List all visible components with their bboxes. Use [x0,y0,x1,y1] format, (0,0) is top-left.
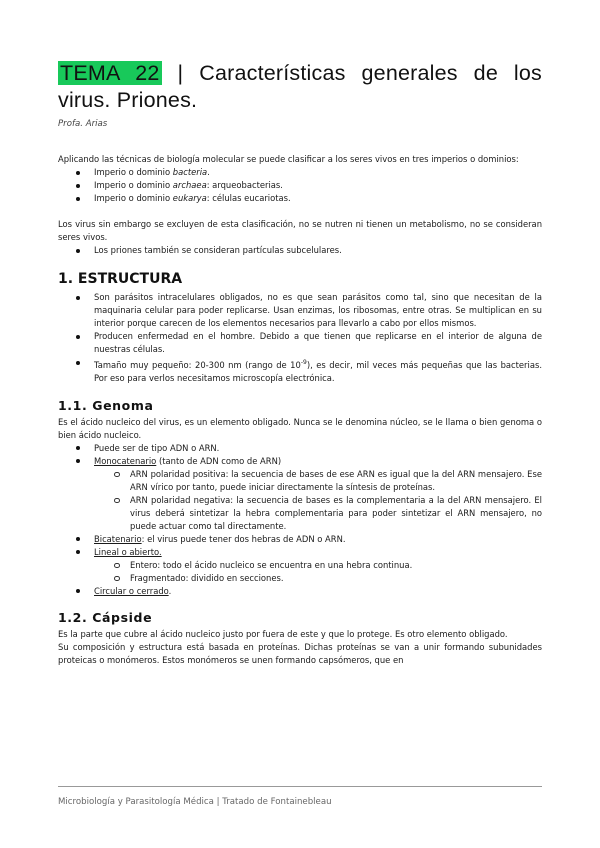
domains-list [58,166,542,205]
capside-paragraph-2: Su composición y estructura está basada en proteínas. Dichas proteínas se van a unir formando subunidades proteicas o monómeros. Estos monómeros se unen formando capsómeros, que en [58,641,542,665]
section-heading-estructura: 1. ESTRUCTURA [58,271,183,287]
author: Profa. Arias [58,119,108,129]
sublist-item: Fragmentado: dividido en secciones. [94,572,542,585]
list-item: Los priones también se consideran partículas subcelulares. [58,244,542,257]
list-item: Tamaño muy pequeño: 20-300 nm (rango de $10^{-9}$), es decir, mil veces más pequeñas que las bacterias. Por eso para verlos necesitamos microscopía electrónica. [58,356,542,385]
list-item: Circular o cerrado. [58,585,542,598]
list-item: Imperio o dominio archaea: arqueobacterias. [58,179,542,192]
list-item: Producen enfermedad en el hombre. Debido a que tienen que replicarse en el interior de alguna de nuestras células. [58,330,542,356]
sublist-item: ARN polaridad positiva: la secuencia de bases de ese ARN es igual que la del ARN mensajero. Ese ARN vírico por tanto, puede iniciar directamente la síntesis de proteínas. [94,468,542,494]
section-heading-capside: 1.2. Cápside [58,609,153,625]
list-item: Son parásitos intracelulares obligados, no es que sean parásitos como tal, sino que necesitan de la maquinaria celular para poder replicarse. Usan enzimas, los ribosomas, entre otras. Se multiplican en su interior porque carecen de los elementos necesarios para llevarlo a cabo por ellos mismos. [58,291,542,330]
page-title [58,60,542,114]
viruses-paragraph: Los virus sin embargo se excluyen de esta clasificación, no se nutren ni tienen un metabolismo, no se consideran seres vivos. [58,219,542,242]
list-item: Lineal o abierto. Entero: todo el ácido nucleico se encuentra en una hebra continua. Fragmentado: dividido en secciones. [58,546,542,585]
sublist-item: ARN polaridad negativa: la secuencia de bases es la complementaria a la del ARN mensajero. El virus deberá sintetizar la hebra complementaria para poder sintetizar el ARN mensajero, no puede actuar como tal directamente. [94,494,542,533]
lineal-sublist [94,559,542,585]
title-text: | Características generales de los virus. Priones. [58,61,542,112]
intro-paragraph: Aplicando las técnicas de biología molecular se puede clasificar a los seres vivos en tres imperios o dominios: [58,154,519,164]
sublist-item: Entero: todo el ácido nucleico se encuentra en una hebra continua. [94,559,542,572]
list-item: Monocatenario (tanto de ADN como de ARN) ARN polaridad positiva: la secuencia de bases de ese ARN es igual que la del ARN mensajero. Ese ARN vírico por tanto, puede iniciar directamente la síntesis de proteínas. ARN polaridad negativa: la secuencia de bases es la complementaria a la del ARN mensajero. El virus deberá sintetizar la hebra complementaria para poder sintetizar el ARN mensajero, no puede actuar como tal directamente. [58,455,542,533]
list-item: Imperio o dominio bacteria. [58,166,542,179]
document-page [58,60,542,667]
topic-tag: TEMA 22 [60,61,160,85]
estructura-list [58,291,542,385]
genoma-paragraph: Es el ácido nucleico del virus, es un elemento obligado. Nunca se le denomina núcleo, se le llama o bien genoma o bien ácido nucleico. [58,416,542,440]
monocatenario-sublist [94,468,542,533]
capside-paragraph-1: Es la parte que cubre al ácido nucleico justo por fuera de este y que lo protege. Es otro elemento obligado. [58,628,508,639]
section-heading-genoma: 1.1. Genoma [58,397,154,413]
list-item: Bicatenario: el virus puede tener dos hebras de ADN o ARN. [58,533,542,546]
page-footer: Microbiología y Parasitología Médica | Tratado de Fontainebleau [58,786,542,807]
list-item: Imperio o dominio eukarya: células eucariotas. [58,192,542,205]
genoma-list [58,442,542,598]
viruses-list [58,244,542,257]
list-item: Puede ser de tipo ADN o ARN. [58,442,542,455]
